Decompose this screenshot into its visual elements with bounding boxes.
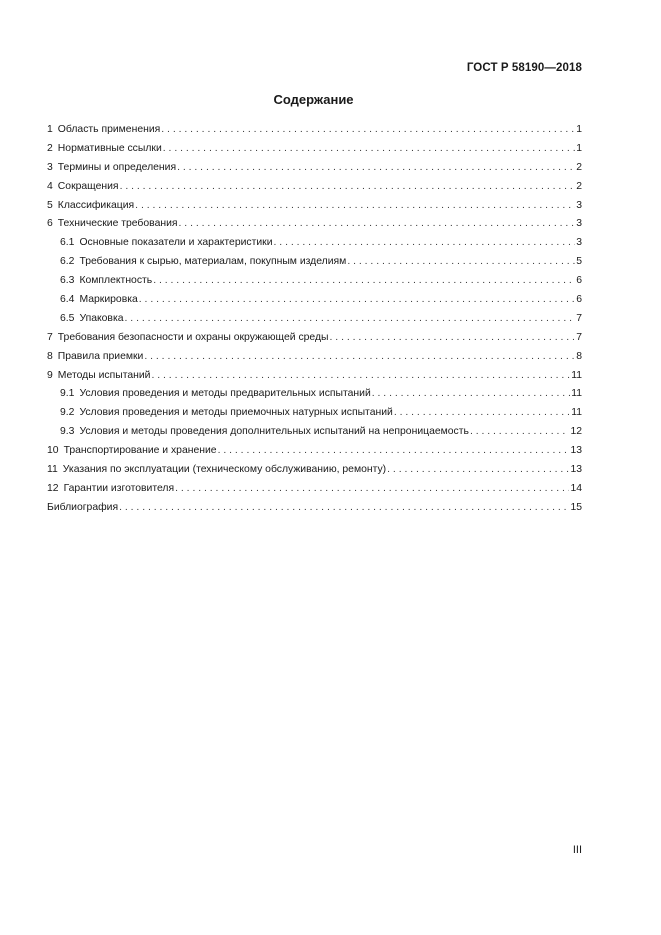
toc-entry[interactable] <box>47 385 582 404</box>
toc-entry-number: 9.2 <box>60 407 75 419</box>
toc-title: Содержание <box>273 92 354 107</box>
toc-entry[interactable] <box>47 404 582 423</box>
toc-entry[interactable] <box>47 348 582 367</box>
toc-entry-number: 4 <box>47 180 53 192</box>
toc-entry-number: 9.3 <box>60 426 75 438</box>
toc-entry-label: Условия проведения и методы приемочных натурных испытаний <box>79 407 393 419</box>
toc-entry[interactable] <box>47 423 582 442</box>
toc-leader-dots <box>372 385 570 404</box>
page-number: III <box>572 844 582 856</box>
toc-entry-label: Условия и методы проведения дополнительных испытаний на непроницаемость <box>79 426 469 438</box>
document-code: ГОСТ Р 58190—2018 <box>466 62 582 74</box>
toc-entry-label: Термины и определения <box>57 161 177 173</box>
toc-entry-number: 9 <box>47 369 53 381</box>
toc-entry-number: 6.3 <box>60 275 75 287</box>
toc-leader-dots <box>153 272 575 291</box>
toc-entry-page: 6 <box>576 275 582 287</box>
toc-entry[interactable] <box>47 367 582 386</box>
toc-entry[interactable] <box>47 480 582 499</box>
toc-entry-page: 6 <box>576 294 582 306</box>
toc-entry-number: 7 <box>47 331 53 343</box>
toc-entry-page: 11 <box>571 369 582 381</box>
toc-entry-number: 6.2 <box>60 256 75 268</box>
toc-entry-number: 6.5 <box>60 312 75 324</box>
toc-entry-page: 5 <box>576 256 582 268</box>
toc-entry-page: 2 <box>576 161 582 173</box>
toc-entry-number: 3 <box>47 161 53 173</box>
toc-entry-page: 2 <box>576 180 582 192</box>
toc-entry-page: 3 <box>576 237 582 249</box>
toc-leader-dots <box>175 480 569 499</box>
toc-entry-page: 11 <box>571 388 582 400</box>
toc-leader-dots <box>330 329 576 348</box>
toc-entry-number: 11 <box>47 464 58 476</box>
toc-entry-number: 6 <box>47 218 53 230</box>
toc-entry[interactable] <box>47 140 582 159</box>
toc-entry-page: 13 <box>570 464 582 476</box>
toc-entry-page: 7 <box>576 312 582 324</box>
toc-entry-label: Правила приемки <box>57 350 144 362</box>
toc-entry[interactable] <box>47 215 582 234</box>
toc-entry-page: 11 <box>571 407 582 419</box>
toc-leader-dots <box>177 159 575 178</box>
toc-entry-label: Требования к сырью, материалам, покупным изделиям <box>79 256 347 268</box>
toc-leader-dots <box>387 461 569 480</box>
toc-entry-label: Условия проведения и методы предварительных испытаний <box>79 388 371 400</box>
toc-leader-dots <box>394 404 570 423</box>
toc-entry-label: Сокращения <box>57 180 119 192</box>
toc-leader-dots <box>119 499 569 518</box>
toc-entry-number: 6.4 <box>60 294 75 306</box>
toc-leader-dots <box>161 121 575 140</box>
toc-leader-dots <box>218 442 570 461</box>
toc-entry-label: Библиография <box>47 501 119 513</box>
toc-entry-page: 13 <box>570 445 582 457</box>
toc-leader-dots <box>125 310 576 329</box>
toc-leader-dots <box>135 197 575 216</box>
toc-leader-dots <box>120 178 576 197</box>
toc-entry[interactable] <box>47 329 582 348</box>
toc-entry-number: 6.1 <box>60 237 75 249</box>
toc-leader-dots <box>347 253 575 272</box>
toc-entry[interactable] <box>47 272 582 291</box>
toc-entry-label: Гарантии изготовителя <box>63 482 175 494</box>
toc-entry-number: 8 <box>47 350 53 362</box>
toc-entry-label: Упаковка <box>79 312 124 324</box>
toc-entry-label: Нормативные ссылки <box>57 142 162 154</box>
toc-entry[interactable] <box>47 178 582 197</box>
toc-entry-label: Область применения <box>57 124 161 135</box>
toc-entry-label: Классификация <box>57 199 135 211</box>
toc-leader-dots <box>151 367 570 386</box>
toc-entry[interactable] <box>47 121 582 140</box>
toc-entry[interactable] <box>47 310 582 329</box>
toc-leader-dots <box>144 348 575 367</box>
toc-entry-page: 15 <box>570 501 582 513</box>
toc-entry-page: 8 <box>576 350 582 362</box>
toc-entry-page: 3 <box>576 218 582 230</box>
toc-entry-label: Транспортирование и хранение <box>63 445 217 457</box>
toc-leader-dots <box>179 215 576 234</box>
toc-entry[interactable] <box>47 234 582 253</box>
toc-entry-number: 12 <box>47 482 59 494</box>
toc-entry-label: Методы испытаний <box>57 369 151 381</box>
toc-leader-dots <box>163 140 575 159</box>
toc-leader-dots <box>139 291 575 310</box>
toc-entry[interactable] <box>47 461 582 480</box>
toc-entry[interactable] <box>47 159 582 178</box>
toc-entry-page: 14 <box>570 482 582 494</box>
toc-entry[interactable] <box>47 291 582 310</box>
toc-entry-label: Указания по эксплуатации (техническому обслуживанию, ремонту) <box>62 464 387 476</box>
toc-entry-label: Маркировка <box>79 294 138 306</box>
toc-entry-label: Технические требования <box>57 218 178 230</box>
toc-entry-number: 1 <box>47 124 53 135</box>
toc-entry-page: 7 <box>576 331 582 343</box>
toc-entry-number: 10 <box>47 445 59 457</box>
toc-entry-page: 1 <box>576 124 582 135</box>
toc-entry-page: 3 <box>576 199 582 211</box>
toc-entry[interactable] <box>47 499 582 518</box>
toc-leader-dots <box>274 234 576 253</box>
toc-entry[interactable] <box>47 442 582 461</box>
toc-entry-number: 5 <box>47 199 53 211</box>
toc-leader-dots <box>470 423 570 442</box>
toc-entry-label: Основные показатели и характеристики <box>79 237 273 249</box>
toc-entry-number: 2 <box>47 142 53 154</box>
toc-entry-number: 9.1 <box>60 388 75 400</box>
table-of-contents <box>47 121 582 518</box>
toc-entry-label: Требования безопасности и охраны окружающей среды <box>57 331 329 343</box>
toc-entry-label: Комплектность <box>79 275 153 287</box>
toc-entry[interactable] <box>47 197 582 216</box>
toc-entry-page: 1 <box>576 142 582 154</box>
toc-entry-page: 12 <box>570 426 582 438</box>
toc-entry[interactable] <box>47 253 582 272</box>
